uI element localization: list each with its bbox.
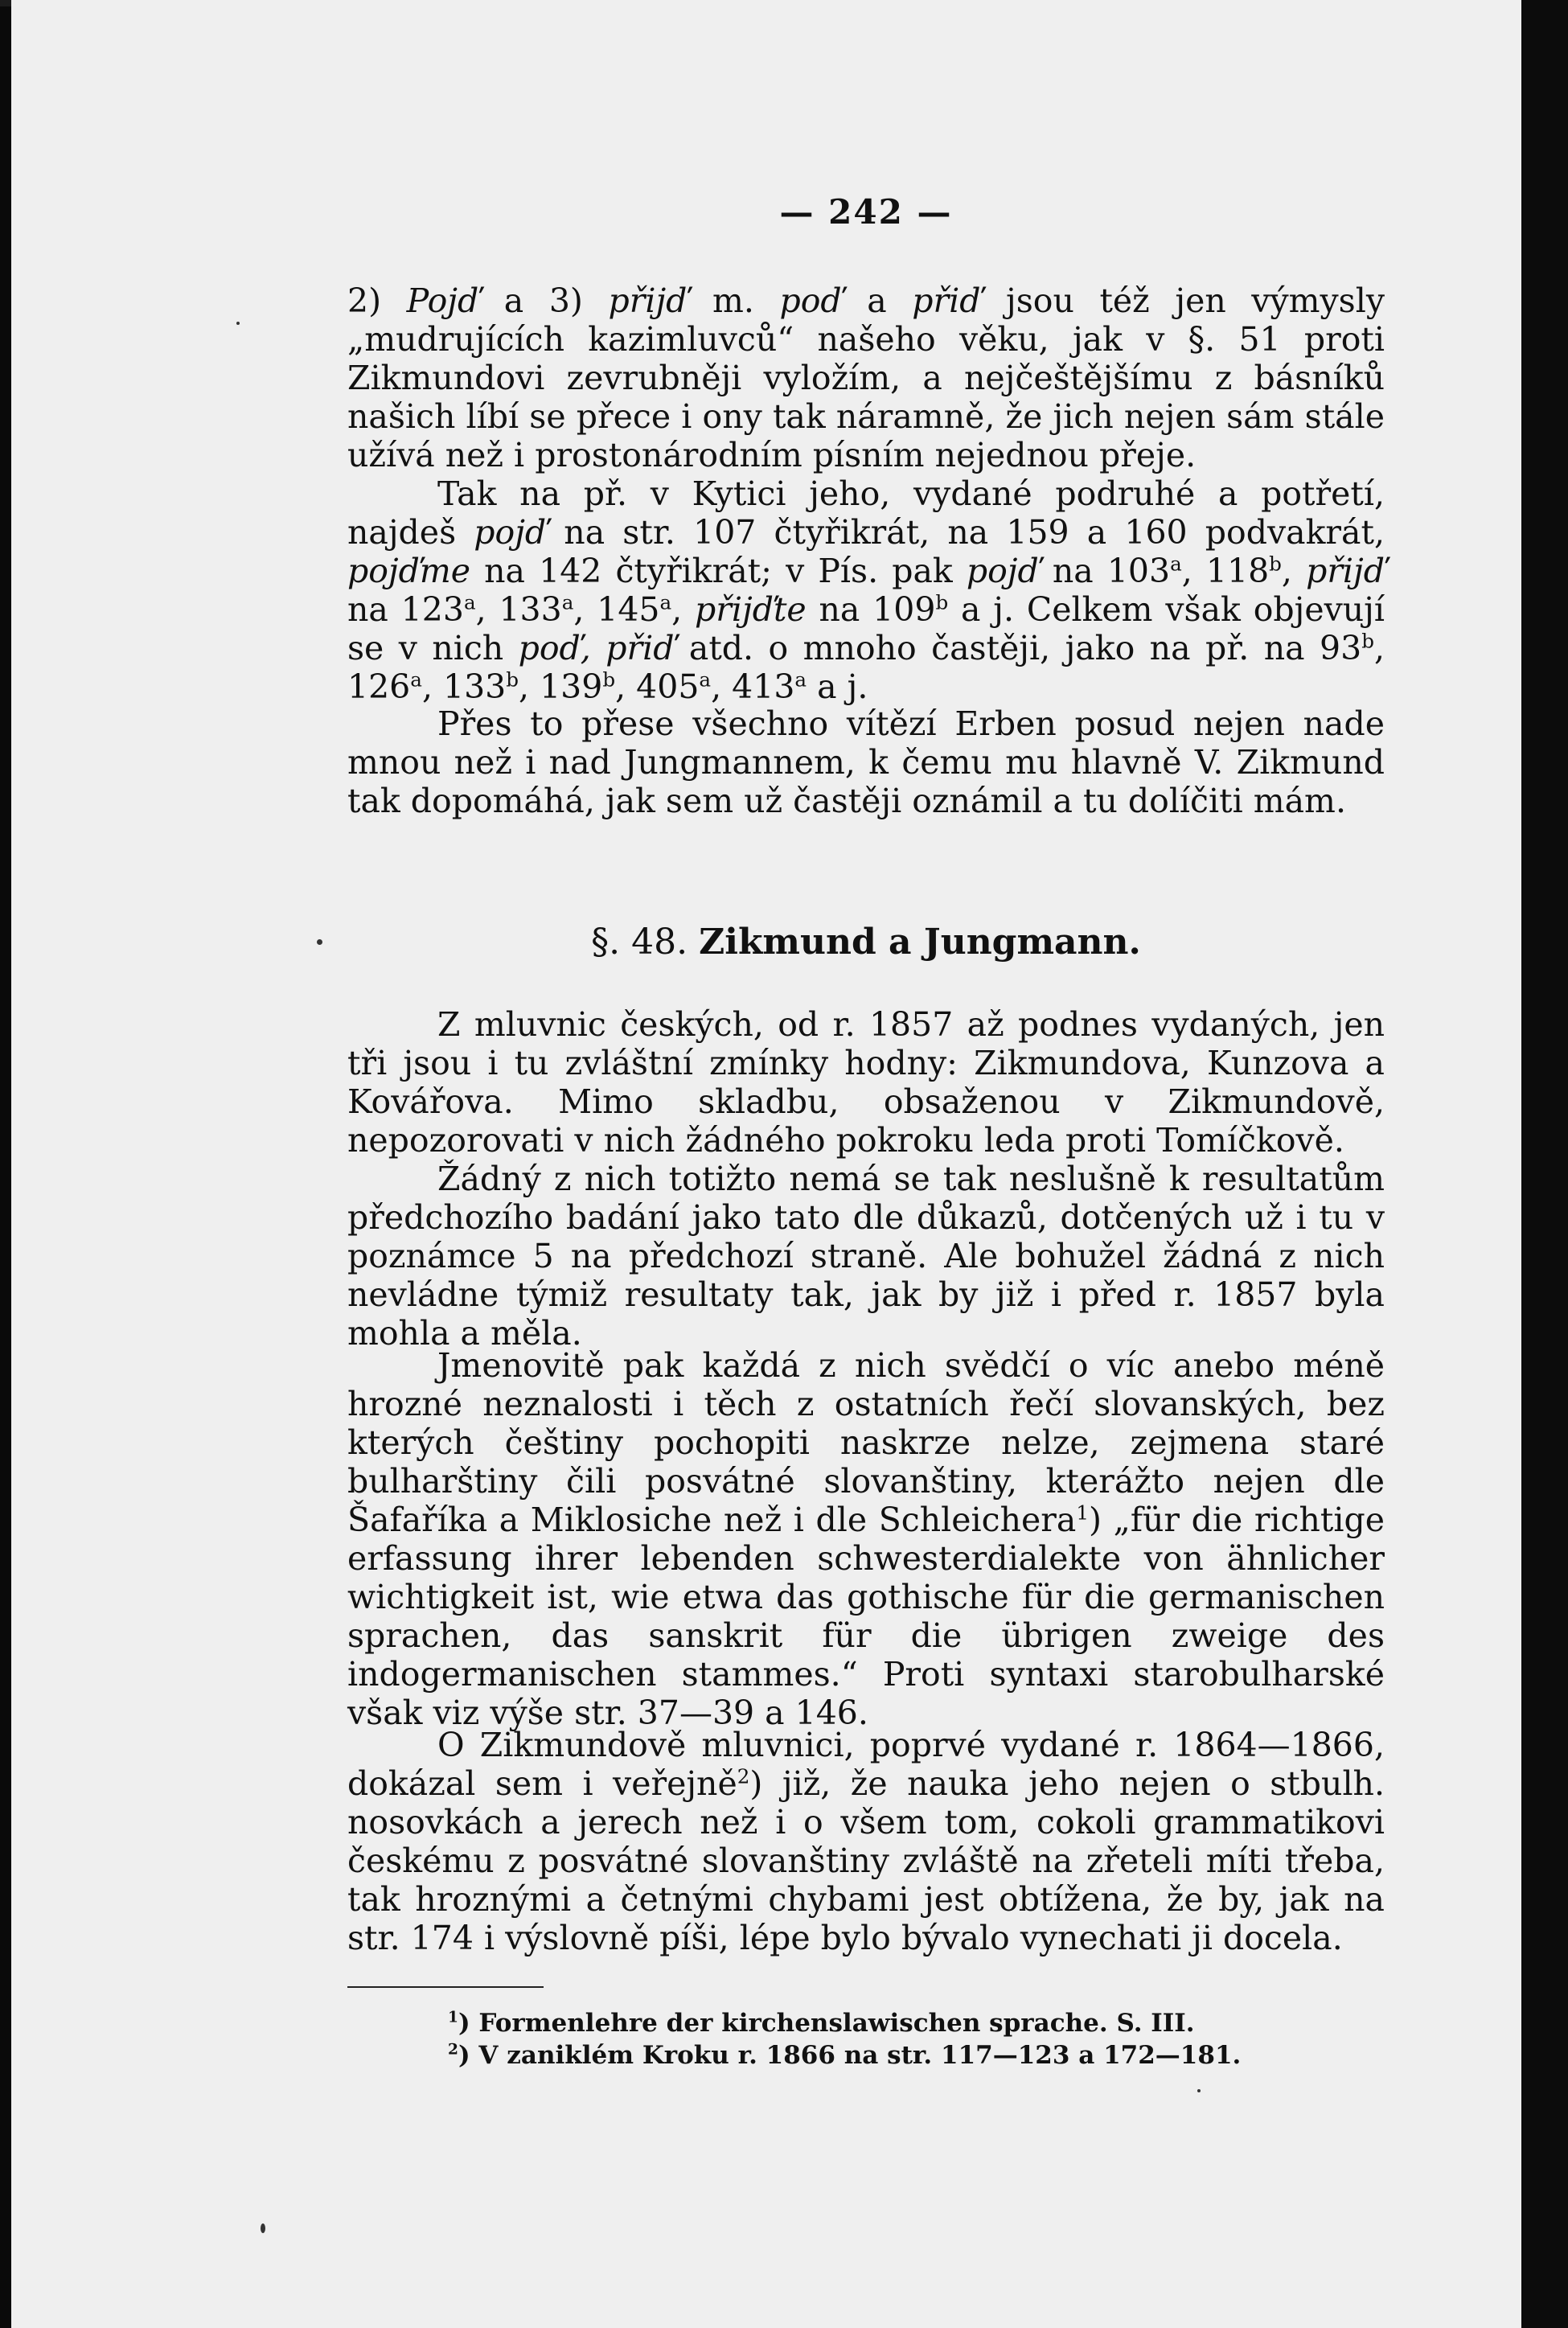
- superscript: b: [1361, 629, 1374, 653]
- paragraph-4: Z mluvnic českých, od r. 1857 až podnes vydaných, jen tři jsou i tu zvláštní zmínky hodny: Zikmundova, Kunzova a Kovářova. Mimo skladbu, obsaženou v Zikmundově, nepozorovati v nich žádného pokroku leda proti Tomíčkově.: [347, 1005, 1385, 1160]
- paragraph-7: O Zikmundově mluvnici, poprvé vydané r. 1864—1866, dokázal sem i veřejně$^2$) již, že nauka jeho nejen o stbulh. nosovkách a jerech než i o všem tom, cokoli grammatikovi českému z posvátné slovanštiny zvláště na zřeteli míti třeba, tak hroznými a četnými chybami jest obtížena, že by, jak na str. 174 i výslovně píši, lépe bylo bývalo vynechati ji docela.: [347, 1726, 1385, 1957]
- italic-word: přiď: [912, 281, 981, 320]
- italic-word: přijďte: [695, 590, 807, 629]
- superscript: b: [602, 667, 616, 692]
- superscript: a: [463, 590, 476, 614]
- italic-word: pojď: [474, 513, 547, 552]
- paragraph-3: Přes to přese všechno vítězí Erben posud nejen nade mnou než i nad Jungmannem, k čemu mu hlavně V. Zikmund tak dopomáhá, jak sem už častěji oznámil a tu dolíčiti mám.: [347, 704, 1385, 820]
- speck: [236, 322, 240, 325]
- speck: [317, 939, 322, 945]
- superscript: a: [1170, 552, 1182, 576]
- paragraph-5: Žádný z nich totižto nemá se tak neslušně k resultatům předchozího badání jako tato dle důkazů, dotčených už i tu v poznámce 5 na předchozí straně. Ale bohužel žádná z nich nevládne týmiž resultaty tak, jak by již i před r. 1857 byla mohla a měla.: [347, 1160, 1385, 1353]
- footnote-mark: 1: [448, 2009, 458, 2026]
- section-number: §. 48.: [591, 922, 700, 963]
- italic-word: pojďme: [347, 552, 471, 590]
- superscript: a: [410, 667, 422, 692]
- paragraph-1: 2) Pojď a 3) přijď m. poď a přiď jsou též jen výmysly „mudrujících kazimluvců“ našeho věku, jak v §. 51 proti Zikmundovi zevrubněji vyložím, a nejčeštějšímu z básníků našich líbí se přece i ony tak náramně, že jich nejen sám stále užívá než i prostonárodním písním nejednou přeje.: [347, 281, 1385, 474]
- footnote-reference: 1: [1076, 1501, 1089, 1525]
- italic-word: poď: [779, 281, 842, 320]
- section-title: Zikmund a Jungmann.: [699, 922, 1141, 963]
- italic-word: Pojď: [406, 281, 479, 320]
- italic-word: přijď: [1306, 552, 1385, 590]
- footnote-divider: [347, 1986, 544, 1988]
- superscript: b: [1269, 552, 1282, 576]
- section-heading: [347, 923, 1385, 962]
- superscript: a: [699, 667, 712, 692]
- footnote-2: $^2$) V zaniklém Kroku r. 1866 na str. 117—123 a 172—181.: [448, 2041, 1242, 2070]
- paragraph-2: Tak na př. v Kytici jeho, vydané podruhé a potřetí, najdeš pojď na str. 107 čtyřikrát, na 159 a 160 podvakrát, pojďme na 142 čtyřikrát; v Pís. pak pojď na 103$^a$, 118$^b$, přijď na 123$^a$, 133$^a$, 145$^a$, přijďte na 109$^b$ a j. Celkem však objevují se v nich poď, přiď atd. o mnoho častěji, jako na př. na 93$^b$, 126$^a$, 133$^b$, 139$^b$, 405$^a$, 413$^a$ a j.: [347, 474, 1385, 706]
- italic-word: poď, přiď: [518, 629, 675, 667]
- speck: [1197, 2089, 1201, 2092]
- footnote-1: $^1$) Formenlehre der kirchenslawischen sprache. S. III.: [448, 2009, 1195, 2038]
- superscript: b: [935, 590, 949, 614]
- superscript: a: [659, 590, 672, 614]
- speck: [261, 2223, 265, 2233]
- superscript: b: [506, 667, 519, 692]
- italic-word: pojď: [966, 552, 1039, 590]
- superscript: a: [561, 590, 574, 614]
- italic-word: přijď: [608, 281, 688, 320]
- book-page: [11, 0, 1521, 2328]
- superscript: a: [794, 667, 807, 692]
- footnote-mark: 2: [448, 2041, 458, 2059]
- footnote-reference: 2: [737, 1764, 750, 1788]
- page-number: — 242 —: [779, 192, 953, 232]
- footnotes: [448, 2007, 1413, 2071]
- scan-right-edge: [1521, 0, 1568, 2328]
- paragraph-6: Jmenovitě pak každá z nich svědčí o víc anebo méně hrozné neznalosti i těch z ostatních řečí slovanských, bez kterých češtiny pochopiti naskrze nelze, zejmena staré bulharštiny čili posvátné slovanštiny, kterážto nejen dle Šafaříka a Miklosiche než i dle Schleichera$^1$) „für die richtige erfassung ihrer lebenden schwesterdialekte von ähnlicher wichtigkeit ist, wie etwa das gothische für die germanischen sprachen, das sanskrit für die übrigen zweige des indogermanischen stammes.“ Proti syntaxi starobulharské však viz výše str. 37—39 a 146.: [347, 1346, 1385, 1732]
